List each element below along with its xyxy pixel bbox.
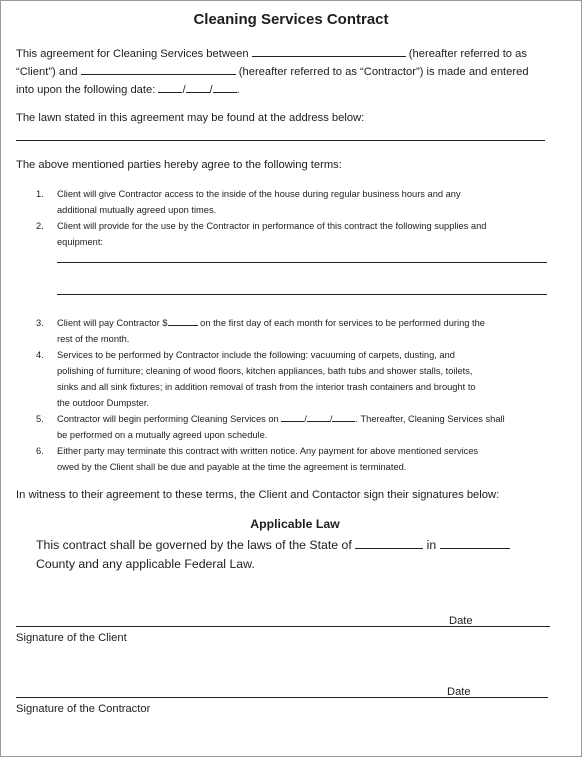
law-text: This contract shall be governed by the laws of the State of [36,538,352,552]
date-separator: / [209,84,213,96]
item-2-line-1: Client will provide for the use by the Contractor in performance of this contract the following supplies and [57,221,487,231]
item-3-line-1 [57,315,485,331]
item-text: Contractor will begin performing Cleaning Services on [57,414,279,424]
intro-text: This agreement for Cleaning Services between [16,48,249,60]
item-6-line-2: owed by the Client shall be due and payable at the time the agreement is terminated. [57,462,407,472]
intro-line-3 [16,81,240,100]
law-line-2: County and any applicable Federal Law. [36,557,255,571]
client-signature-field[interactable] [16,626,550,627]
page-title: Cleaning Services Contract [193,11,389,28]
item-5-line-1 [57,411,505,427]
item-number: 2. [36,221,44,231]
item-5-line-2: be performed on a mutually agreed upon schedule. [57,430,268,440]
contractor-signature-field[interactable] [16,697,548,698]
witness-text: In witness to their agreement to these terms, the Client and Contactor sign their signatures below: [16,489,500,501]
item-text: Client will pay Contractor $ [57,318,168,328]
intro-text: “Client”) and [16,66,78,78]
payment-amount-field[interactable] [168,316,198,326]
law-line-1 [36,536,510,555]
item-number: 5. [36,414,44,424]
item-4-line-3: sinks and all sink fixtures; in addition removal of trash from the interior trash containers and brought to [57,382,476,392]
item-number: 4. [36,350,44,360]
client-date-label: Date [449,615,473,627]
applicable-law-heading: Applicable Law [250,517,340,531]
contractor-signature-label: Signature of the Contractor [16,703,151,715]
start-year-field[interactable] [329,412,355,424]
item-1-line-1: Client will give Contractor access to the inside of the house during regular business hours and any [57,189,461,199]
item-number: 3. [36,318,44,328]
start-day-field[interactable] [307,412,330,422]
date-day-field[interactable] [186,81,210,93]
item-4-line-1: Services to be performed by Contractor include the following: vacuuming of carpets, dusting, and [57,350,455,360]
state-field[interactable] [355,536,423,549]
client-signature-label: Signature of the Client [16,632,127,644]
contractor-name-field[interactable] [81,63,236,75]
lawn-address-text: The lawn stated in this agreement may be found at the address below: [16,112,365,124]
date-separator: / [329,414,333,424]
item-6-line-1: Either party may terminate this contract with written notice. Any payment for above mentioned services [57,446,479,456]
date-separator: / [182,84,186,96]
item-1-line-2: additional mutually agreed upon times. [57,205,217,215]
item-text: on the first day of each month for services to be performed during the [200,318,485,328]
intro-line-1 [16,45,527,64]
date-separator: / [304,414,307,424]
client-name-field[interactable] [252,45,406,57]
item-3-line-2: rest of the month. [57,334,130,344]
intro-text: (hereafter referred to as “Contractor”) is made and entered [238,66,529,78]
start-month-field[interactable] [281,412,304,422]
intro-text: into upon the following date: [16,84,156,96]
item-number: 6. [36,446,44,456]
date-month-field[interactable] [158,81,182,93]
intro-text: (hereafter referred to as [408,48,527,60]
item-2-line-2: equipment: [57,237,103,247]
law-text: in [426,538,437,552]
date-year-field[interactable] [213,81,237,93]
intro-line-2 [16,63,529,82]
item-text: . Thereafter, Cleaning Services shall [355,414,505,424]
terms-intro-text: The above mentioned parties hereby agree to the following terms: [16,159,342,171]
item-number: 1. [36,189,44,199]
item-4-line-2: polishing of furniture; cleaning of wood floors, kitchen appliances, bath tubs and shower stalls, toilets, [57,366,473,376]
supplies-field-2[interactable] [57,294,547,295]
supplies-field-1[interactable] [57,262,547,263]
item-4-line-4: the outdoor Dumpster. [57,398,149,408]
contractor-date-label: Date [447,686,471,698]
address-field[interactable] [16,140,545,141]
county-field[interactable] [440,536,510,549]
intro-text: . [236,84,240,96]
